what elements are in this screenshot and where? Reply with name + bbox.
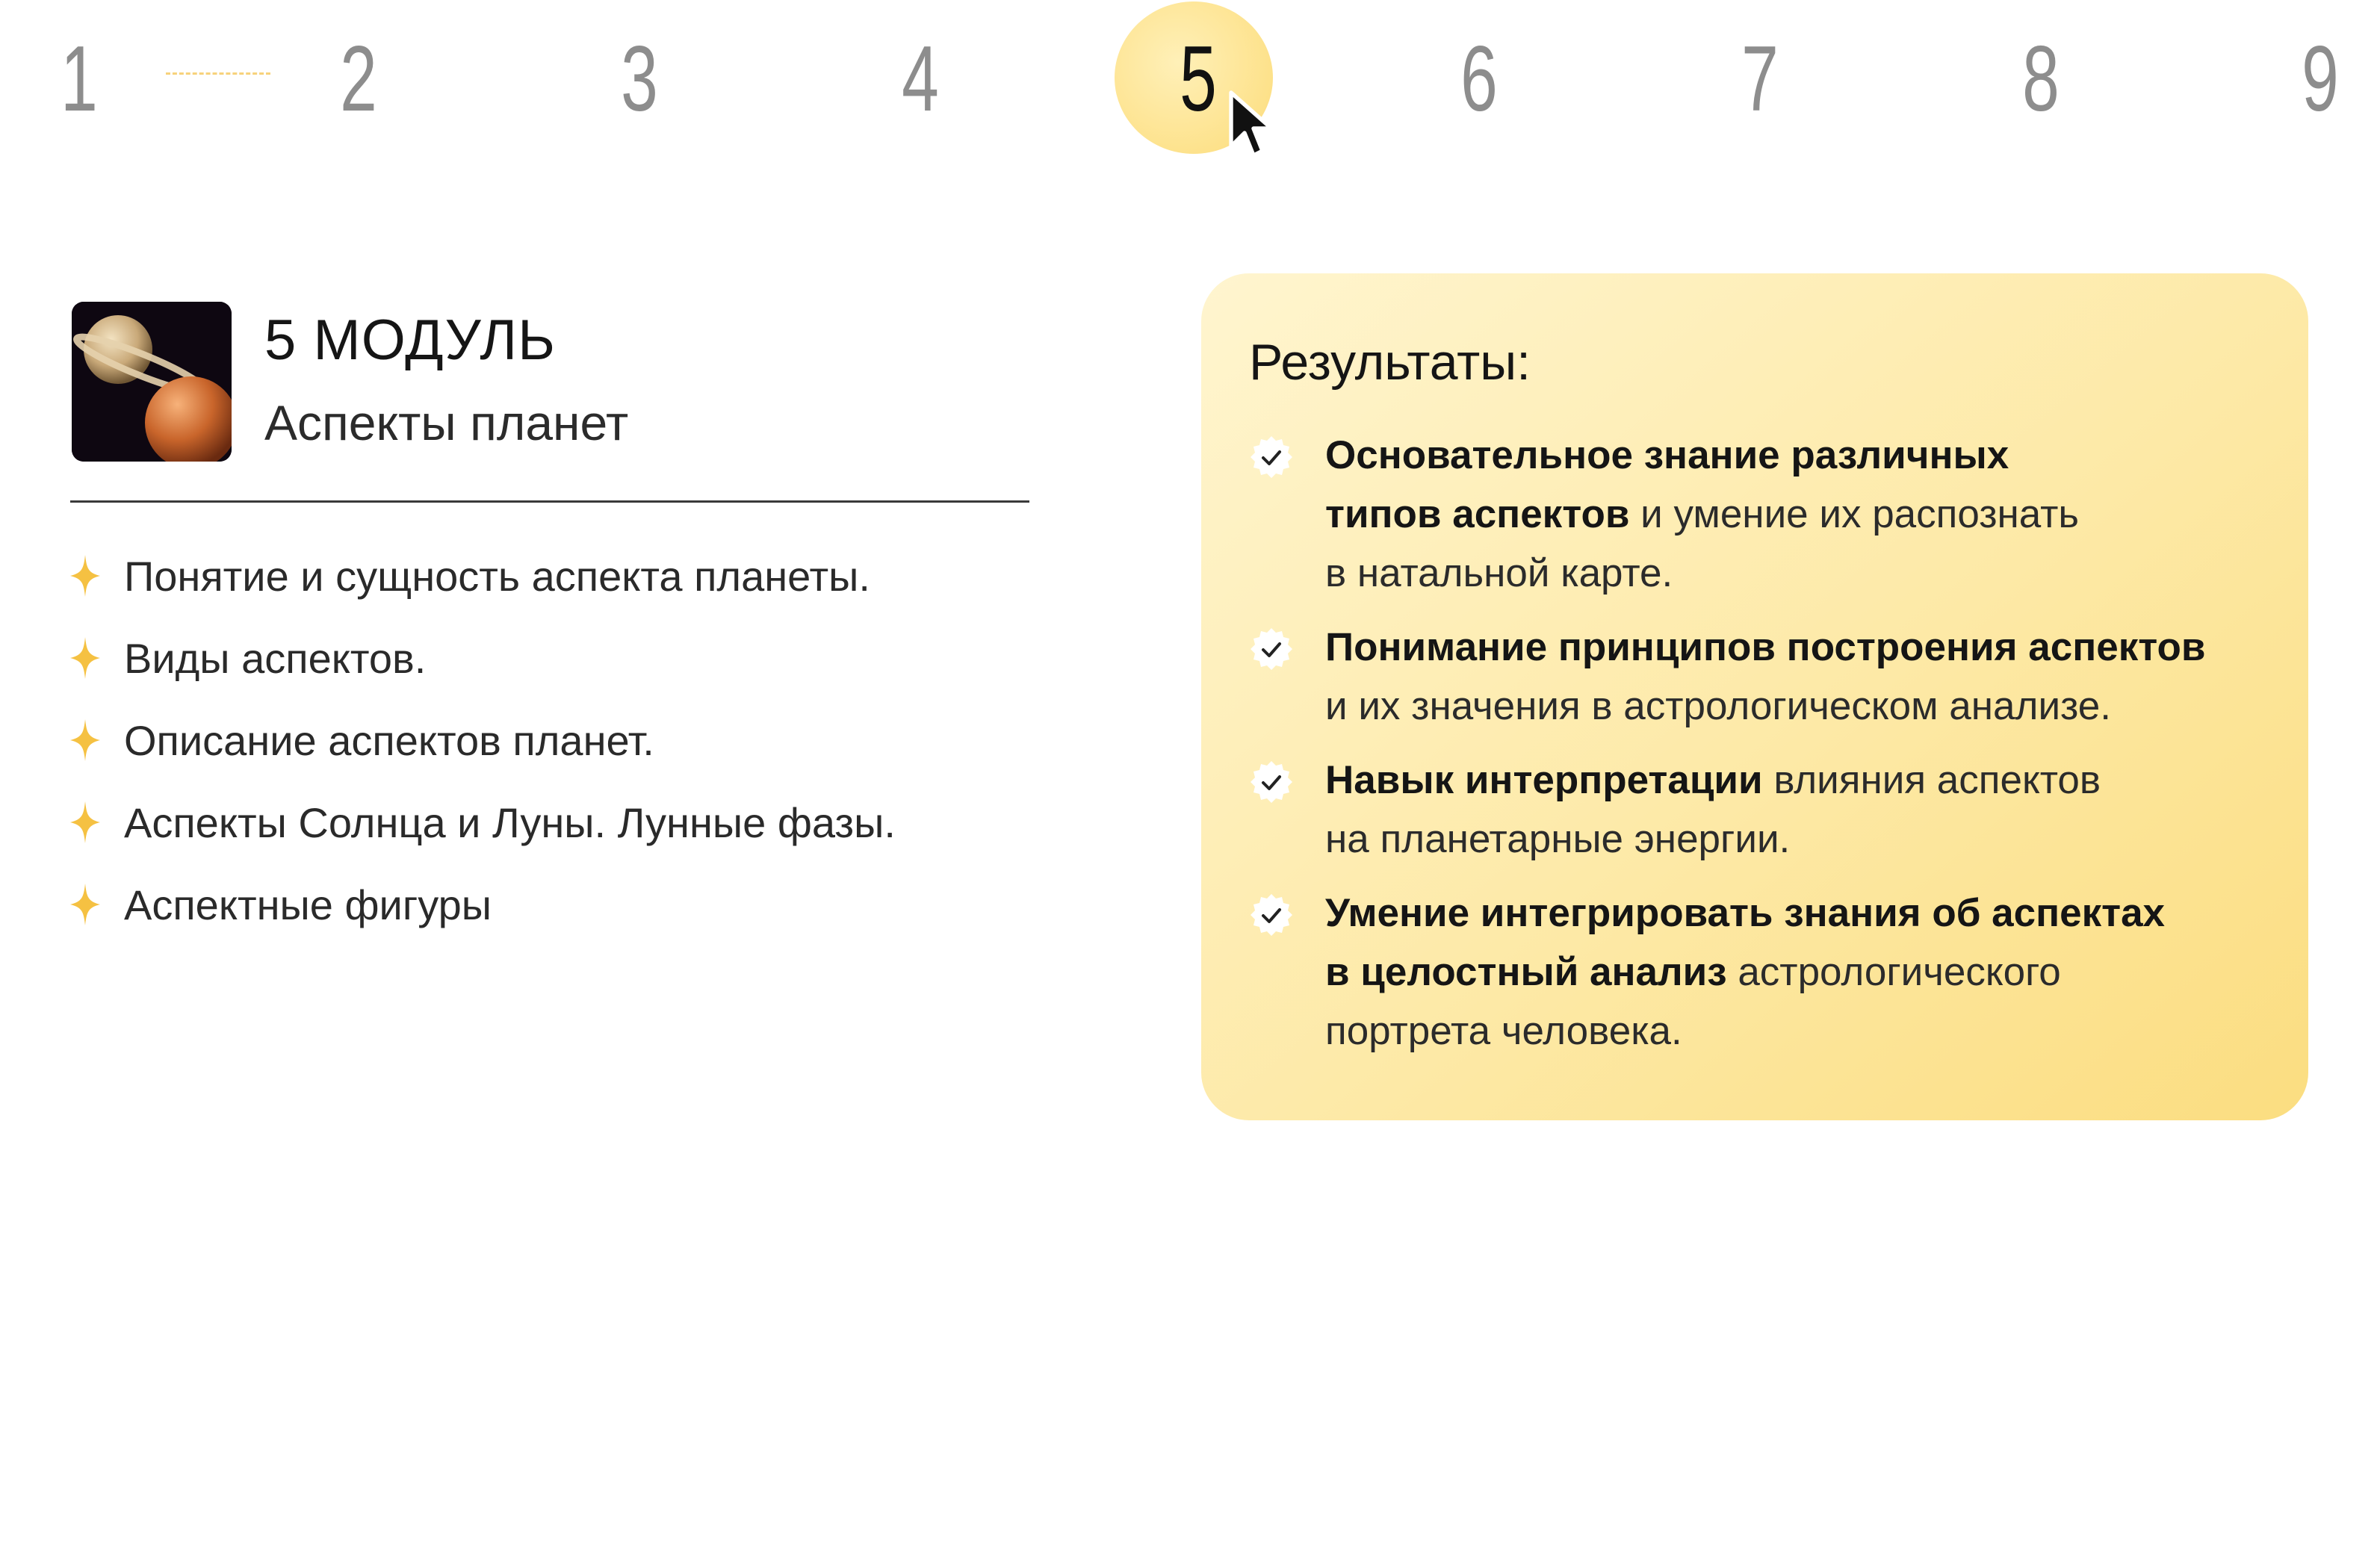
- check-badge-icon: [1249, 760, 1294, 804]
- result-text-line: [1325, 485, 2205, 544]
- result-text-bold: типов аспектов: [1325, 492, 1630, 536]
- tab-3[interactable]: 3: [621, 28, 658, 131]
- sparkle-icon: [70, 555, 100, 597]
- topic-item: [70, 863, 896, 946]
- sparkle-icon: [70, 637, 100, 679]
- module-title: 5 МОДУЛЬ: [264, 308, 556, 372]
- tab-2[interactable]: 2: [340, 28, 377, 131]
- sparkle-icon: [70, 884, 100, 925]
- result-text-bold: Основательное знание различных: [1325, 433, 2009, 477]
- topic-text: Аспектные фигуры: [124, 881, 492, 928]
- tab-5[interactable]: 5: [1180, 28, 1217, 131]
- topic-item: [70, 699, 896, 781]
- tab-4[interactable]: 4: [902, 28, 939, 131]
- module-thumbnail: [72, 302, 232, 462]
- result-text-bold: в целостный анализ: [1325, 950, 1727, 994]
- result-text-line: [1325, 943, 2205, 1002]
- topic-item: [70, 781, 896, 863]
- result-text-bold: Умение интегрировать знания об аспектах: [1325, 891, 2166, 935]
- result-text: и умение их распознать: [1629, 492, 2080, 536]
- topic-item: [70, 617, 896, 699]
- divider: [70, 500, 1029, 503]
- tab-1[interactable]: 1: [61, 28, 98, 131]
- result-text: и их значения в астрологическом анализе.: [1325, 684, 2111, 728]
- results-card: [1201, 273, 2308, 1120]
- result-item: [1249, 884, 2205, 1061]
- result-text-bold: Навык интерпретации: [1325, 758, 1763, 802]
- planets-saturn-mars-image: [72, 302, 232, 462]
- result-text: портрета человека.: [1325, 1009, 1682, 1053]
- tab-8[interactable]: 8: [2022, 28, 2060, 131]
- result-text: в натальной карте.: [1325, 551, 1673, 595]
- result-text: астрологического: [1726, 950, 2061, 994]
- module-subtitle: Аспекты планет: [264, 395, 629, 450]
- mouse-cursor-icon: [1227, 88, 1280, 160]
- result-text-bold: Понимание принципов построения аспектов: [1325, 625, 2206, 669]
- result-item: [1249, 618, 2205, 736]
- result-item: [1249, 426, 2205, 603]
- check-badge-icon: [1249, 893, 1294, 937]
- tab-7[interactable]: 7: [1741, 28, 1779, 131]
- topic-text: Описание аспектов планет.: [124, 716, 654, 764]
- module-tabs: [0, 0, 2380, 172]
- tab-6[interactable]: 6: [1460, 28, 1498, 131]
- topic-text: Понятие и сущность аспекта планеты.: [124, 552, 870, 600]
- result-text: влияния аспектов: [1762, 758, 2101, 802]
- topic-item: [70, 535, 896, 617]
- check-badge-icon: [1249, 627, 1294, 671]
- check-badge-icon: [1249, 435, 1294, 479]
- topic-list: [70, 535, 896, 946]
- sparkle-icon: [70, 801, 100, 843]
- topic-text: Виды аспектов.: [124, 634, 427, 682]
- result-item: [1249, 751, 2205, 869]
- topic-text: Аспекты Солнца и Луны. Лунные фазы.: [124, 798, 896, 846]
- tab-9[interactable]: 9: [2302, 28, 2339, 131]
- sparkle-icon: [70, 719, 100, 761]
- results-title: Результаты:: [1249, 334, 1531, 391]
- result-text: на планетарные энергии.: [1325, 817, 1791, 861]
- results-list: [1249, 426, 2205, 1076]
- result-text-line: [1325, 751, 2205, 810]
- progress-dash: [166, 72, 270, 75]
